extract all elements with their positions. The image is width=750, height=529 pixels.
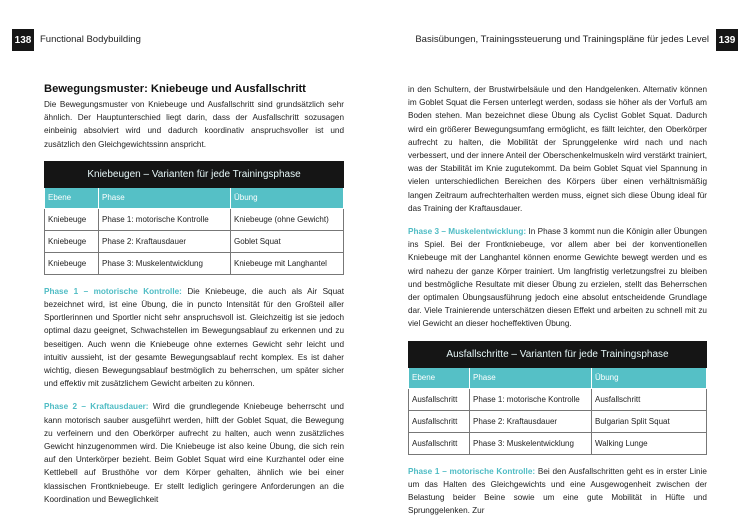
table-cell: Ausfallschritt <box>409 432 470 454</box>
squat-variants-table <box>44 161 344 275</box>
intro-paragraph: Die Bewegungsmuster von Kniebeuge und Ausfallschritt sind grundsätzlich sehr ähnlich. Der Hauptunterschied liegt darin, dass der Ausfallschritt sozusagen einbeinig absolviert wird und dadurch koordinativ anspruchsvoller ist und zusätzlich den Gleichgewichtssinn anspricht. <box>44 100 344 149</box>
table-row <box>45 208 344 230</box>
table-title: Ausfallschritte – Varianten für jede Trainingsphase <box>409 341 707 367</box>
table-cell: Phase 2: Kraftausdauer <box>470 410 592 432</box>
left-page-column <box>44 82 344 516</box>
continuation-paragraph: in den Schultern, der Brustwirbelsäule und den Handgelenken. Alternativ können im Goblet Squat die Fersen unterlegt werden, sodass sie höher als der Vorfuß am Boden stehen. Man bezeichnet diese Übung als Cyclist Goblet Squat. Dadurch wird ein größerer Bewegungsumfang ermöglicht, es fällt leichter, den Oberkörper aufrecht zu halten, die Mobilität der Sprunggelenke wird nach und nach verbessert, und der innere Anteil der Oberschenkelmuskeln wird verstärkt trainiert, was der Stabilität im Knie zugutekommt. Da beim Goblet Squat viel Spannung in vielen unterschiedlichen Bereichen des Körpers über einen verhältnismäßig langen Zeitraum aufrechterhalten werden muss, eignet sich diese Übung ideal für das Training der Kraftausdauer. <box>408 85 707 213</box>
column-header: Ebene <box>45 187 99 208</box>
phase1-label: Phase 1 – motorische Kontrolle: <box>44 286 182 296</box>
table-cell: Phase 1: motorische Kontrolle <box>470 388 592 410</box>
right-running-title: Basisübungen, Trainingssteuerung und Trainingspläne für jedes Level <box>415 34 709 45</box>
table-cell: Goblet Squat <box>231 230 344 252</box>
column-header: Phase <box>470 367 592 388</box>
table-cell: Ausfallschritt <box>592 388 707 410</box>
table-row <box>409 432 707 454</box>
table-cell: Kniebeuge <box>45 252 99 274</box>
phase3-label: Phase 3 – Muskelentwicklung: <box>408 227 527 237</box>
section-heading: Bewegungsmuster: Kniebeuge und Ausfallschritt <box>44 83 306 95</box>
table-cell: Phase 3: Muskelentwicklung <box>470 432 592 454</box>
table-header-row <box>45 187 344 208</box>
table-cell: Kniebeuge mit Langhantel <box>231 252 344 274</box>
lunge-phase1-label: Phase 1 – motorische Kontrolle: <box>408 466 536 476</box>
table-cell: Walking Lunge <box>592 432 707 454</box>
table-cell: Kniebeuge (ohne Gewicht) <box>231 208 344 230</box>
phase1-paragraph <box>44 285 344 391</box>
table-row <box>45 230 344 252</box>
right-page-column <box>408 83 707 527</box>
left-page-number: 138 <box>12 29 34 51</box>
column-header: Übung <box>592 367 707 388</box>
table-title: Kniebeugen – Varianten für jede Trainingsphase <box>45 161 344 187</box>
table-row <box>409 410 707 432</box>
table-header-row <box>409 367 707 388</box>
column-header: Phase <box>99 187 231 208</box>
lunge-phase1-text: Bei den Ausfallschritten geht es in erster Linie um das Halten des Gleichgewichts und eine Ausgewogenheit zwischen der Belastung beider Beine sowie um eine gute Mobilität in Hüfte und Sprunggelenken. Zur <box>408 466 707 516</box>
column-header: Ebene <box>409 367 470 388</box>
right-page-number: 139 <box>716 29 738 51</box>
phase2-label: Phase 2 – Kraftausdauer: <box>44 402 149 412</box>
phase3-text: In Phase 3 kommt nun die Königin aller Übungen ins Spiel. Bei der Frontkniebeuge, vor allem aber bei der konventionellen Kniebeuge mit der Langhantel können enorme Gewichte bewegt werden und es wird nahezu der ganze Körper trainiert. Um langfristig verletzungsfrei zu bleiben und bestmögliche Resultate mit dieser Übung zu erzielen, stellt das Beherrschen der optimalen Übungsausführung jedoch eine absolut entscheidende Grundlage dar. Viele Trainierende unterschätzen diesen Effekt und arbeiten zu schnell mit zu viel Gewicht an dieser hocheffektiven Übung. <box>408 227 707 329</box>
table-row <box>45 252 344 274</box>
lunge-phase1-paragraph <box>408 465 707 518</box>
table-cell: Phase 3: Muskelentwicklung <box>99 252 231 274</box>
table-row <box>409 388 707 410</box>
table-cell: Bulgarian Split Squat <box>592 410 707 432</box>
phase2-text: Wird die grundlegende Kniebeuge beherrscht und kann motorisch sauber ausgeführt werden, hilft der Goblet Squat, die Bewegung zu verfeinern und den Oberkörper aufrecht zu halten, auch wenn zusätzliches Gewicht hinzugenommen wird. Die Kniebeuge ist also keine Übung, die sich rein auf den Unterkörper bezieht. Beim Goblet Squat wird eine Kurzhantel oder eine Kettlebell auf Brusthöhe vor dem Körper gehalten, ähnlich wie bei einer klassischen Frontkniebeuge. Er stellt lediglich geringere Anforderungen an die Koordination und Beweglichkeit <box>44 402 344 504</box>
table-cell: Ausfallschritt <box>409 388 470 410</box>
table-cell: Ausfallschritt <box>409 410 470 432</box>
phase2-paragraph <box>44 400 344 506</box>
lunge-variants-table <box>408 341 707 455</box>
phase1-text: Die Kniebeuge, die auch als Air Squat bezeichnet wird, ist eine Übung, die in puncto Intensität für den Großteil aller Sportlerinnen und Sportler nicht sehr anspruchsvoll ist. Gleichzeitig ist sie jedoch optimal dazu geeignet, Schwachstellen im Bewegungsablauf zu erkennen und zu beseitigen. Auch wenn die Kniebeuge ohne externes Gewicht sehr leicht und intuitiv aussieht, ist der gesamte Bewegungsablauf recht komplex. Es ist daher wichtig, diesen Bewegungsablauf bestmöglich zu beherrschen, um später sicher und effektiv mit zusätzlichem Gewicht arbeiten zu können. <box>44 286 344 389</box>
column-header: Übung <box>231 187 344 208</box>
phase3-paragraph <box>408 225 707 331</box>
table-cell: Phase 2: Kraftausdauer <box>99 230 231 252</box>
table-cell: Phase 1: motorische Kontrolle <box>99 208 231 230</box>
table-cell: Kniebeuge <box>45 208 99 230</box>
left-running-title: Functional Bodybuilding <box>40 34 141 45</box>
table-cell: Kniebeuge <box>45 230 99 252</box>
